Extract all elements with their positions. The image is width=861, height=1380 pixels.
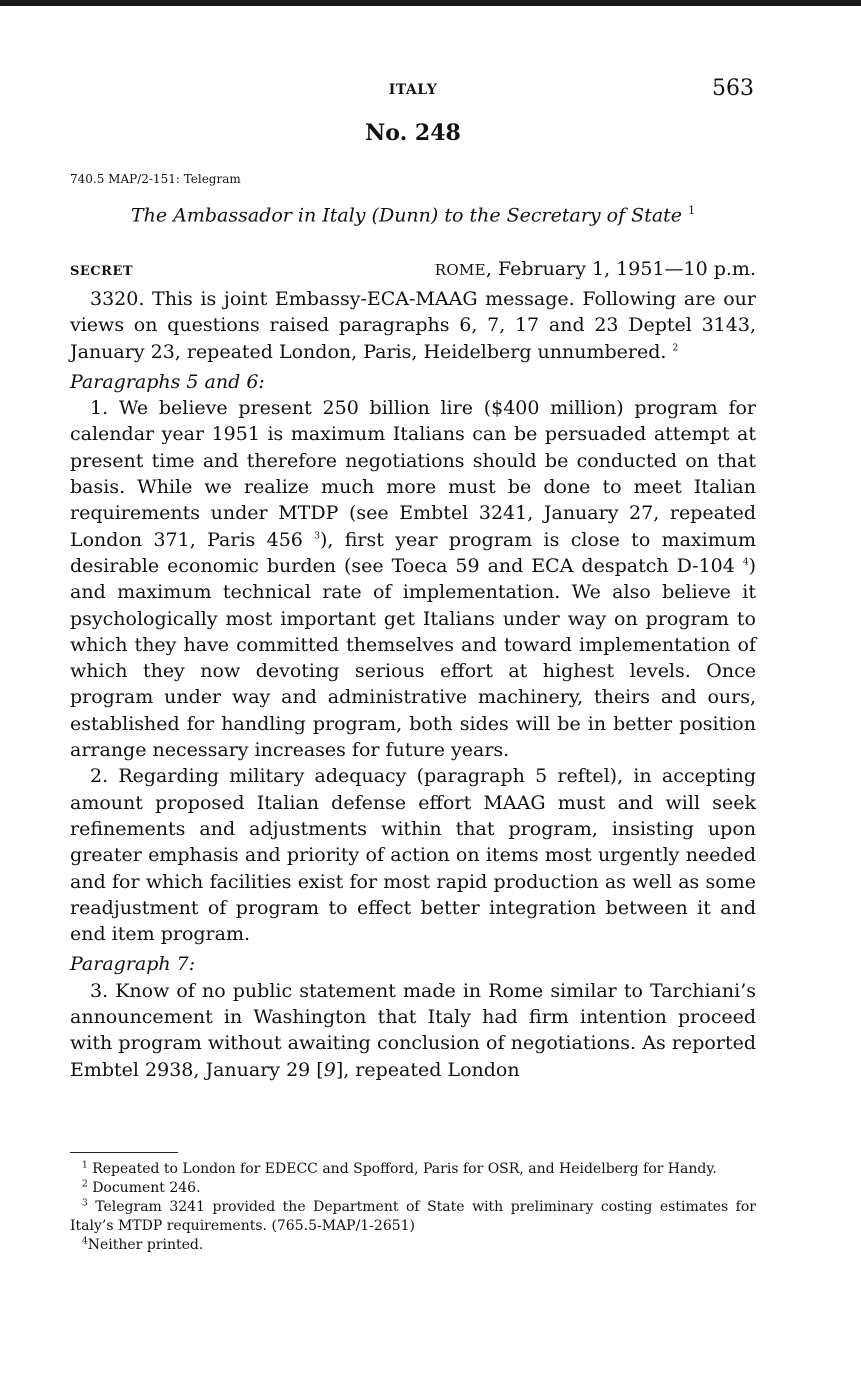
date-time: , February 1, 1951—10 p.m. <box>485 258 756 280</box>
footnote-text: Document 246. <box>92 1180 201 1196</box>
dateline <box>70 258 756 284</box>
footnote-ref: 4 <box>742 557 749 568</box>
paragraph-3-text-a: 3. Know of no public statement made in Rome similar to Tarchiani’s announcement in Washington that Italy had firm intention proceed with program without awaiting conclusion of negotiations. As reported Embtel 2938, January 29 [ <box>70 979 756 1081</box>
paragraph-1-text-a: 1. We believe present 250 billion lire ($400 million) program for calendar year 1951 is maximum Italians can be persuaded attempt at present time and therefore negotiations should be conducted on that basis. While we realize much more must be done to meet Italian requirements under MTDP (see Embtel 3241, January 27, repeated London 371, Paris 456 <box>70 397 756 551</box>
intro-text: 3320. This is joint Embassy-ECA-MAAG message. Following are our views on questions raised paragraphs 6, 7, 17 and 23 Deptel 3143, January 23, repeated London, Paris, Heidelberg unnumbered. <box>70 288 756 363</box>
footnote-text: Repeated to London for EDECC and Spofford, Paris for OSR, and Heidelberg for Handy. <box>92 1161 717 1177</box>
footnotes <box>70 1160 756 1255</box>
footnote-mark: 1 <box>82 1160 88 1171</box>
file-reference: 740.5 MAP/2-151: Telegram <box>70 172 241 186</box>
footnote-text: Telegram 3241 provided the Department of State with preliminary costing estimates for Italy’s MTDP requirements. (765.5-MAP/1-2651) <box>70 1199 756 1234</box>
document-body <box>70 286 756 1083</box>
page-top-border <box>0 0 861 6</box>
footnote-mark: 2 <box>82 1179 88 1190</box>
footnote-divider <box>70 1152 178 1153</box>
footnote-mark: 4 <box>82 1236 88 1247</box>
page-number: 563 <box>712 76 754 101</box>
paragraph-1-text-b: ), first year program is close to maximum desirable economic burden (see Toeca 59 and ECA despatch D-104 <box>70 528 756 577</box>
running-head <box>70 76 756 106</box>
bracket-number: 9 <box>323 1058 336 1081</box>
running-head-title: ITALY <box>388 82 438 98</box>
footnote <box>70 1160 756 1179</box>
footnote <box>70 1179 756 1198</box>
paragraph-3-text-b: ], repeated London <box>335 1058 520 1081</box>
footnote-text: Neither printed. <box>87 1237 204 1253</box>
place: ROME <box>434 261 486 279</box>
classification-label: SECRET <box>70 264 134 279</box>
section-heading: Paragraph 7: <box>70 953 196 976</box>
document-title <box>70 204 756 226</box>
footnote <box>70 1236 756 1255</box>
paragraph-1-text-c: ) and maximum technical rate of implementation. We also believe it psychologically most important get Italians under way on program to which they have committed themselves and toward implementation of which they now devoting serious effort at highest levels. Once program under way and administrative machinery, theirs and ours, established for handling program, both sides will be in better position arrange necessary increases for future years. <box>70 554 757 762</box>
section-heading: Paragraphs 5 and 6: <box>70 370 265 393</box>
footnote-ref: 3 <box>314 531 320 542</box>
document-number: No. 248 <box>365 120 461 146</box>
document-title-text: The Ambassador in Italy (Dunn) to the Secretary of State <box>130 204 683 227</box>
footnote-ref: 1 <box>688 204 696 217</box>
place-and-date <box>435 258 756 280</box>
paragraph-3 <box>70 978 756 1083</box>
paragraph-2: 2. Regarding military adequacy (paragraph 5 reftel), in accepting amount proposed Italian defense effort MAAG must and will seek refinements and adjustments within that program, insisting upon greater emphasis and priority of action on items most urgently needed and for which facilities exist for most rapid production as well as some readjustment of program to effect better integration between it and end item program. <box>70 765 756 946</box>
footnote-ref: 2 <box>672 343 679 354</box>
footnote-mark: 3 <box>82 1198 88 1209</box>
intro-paragraph <box>70 286 756 365</box>
paragraph-1 <box>70 395 756 763</box>
footnote <box>70 1198 756 1236</box>
